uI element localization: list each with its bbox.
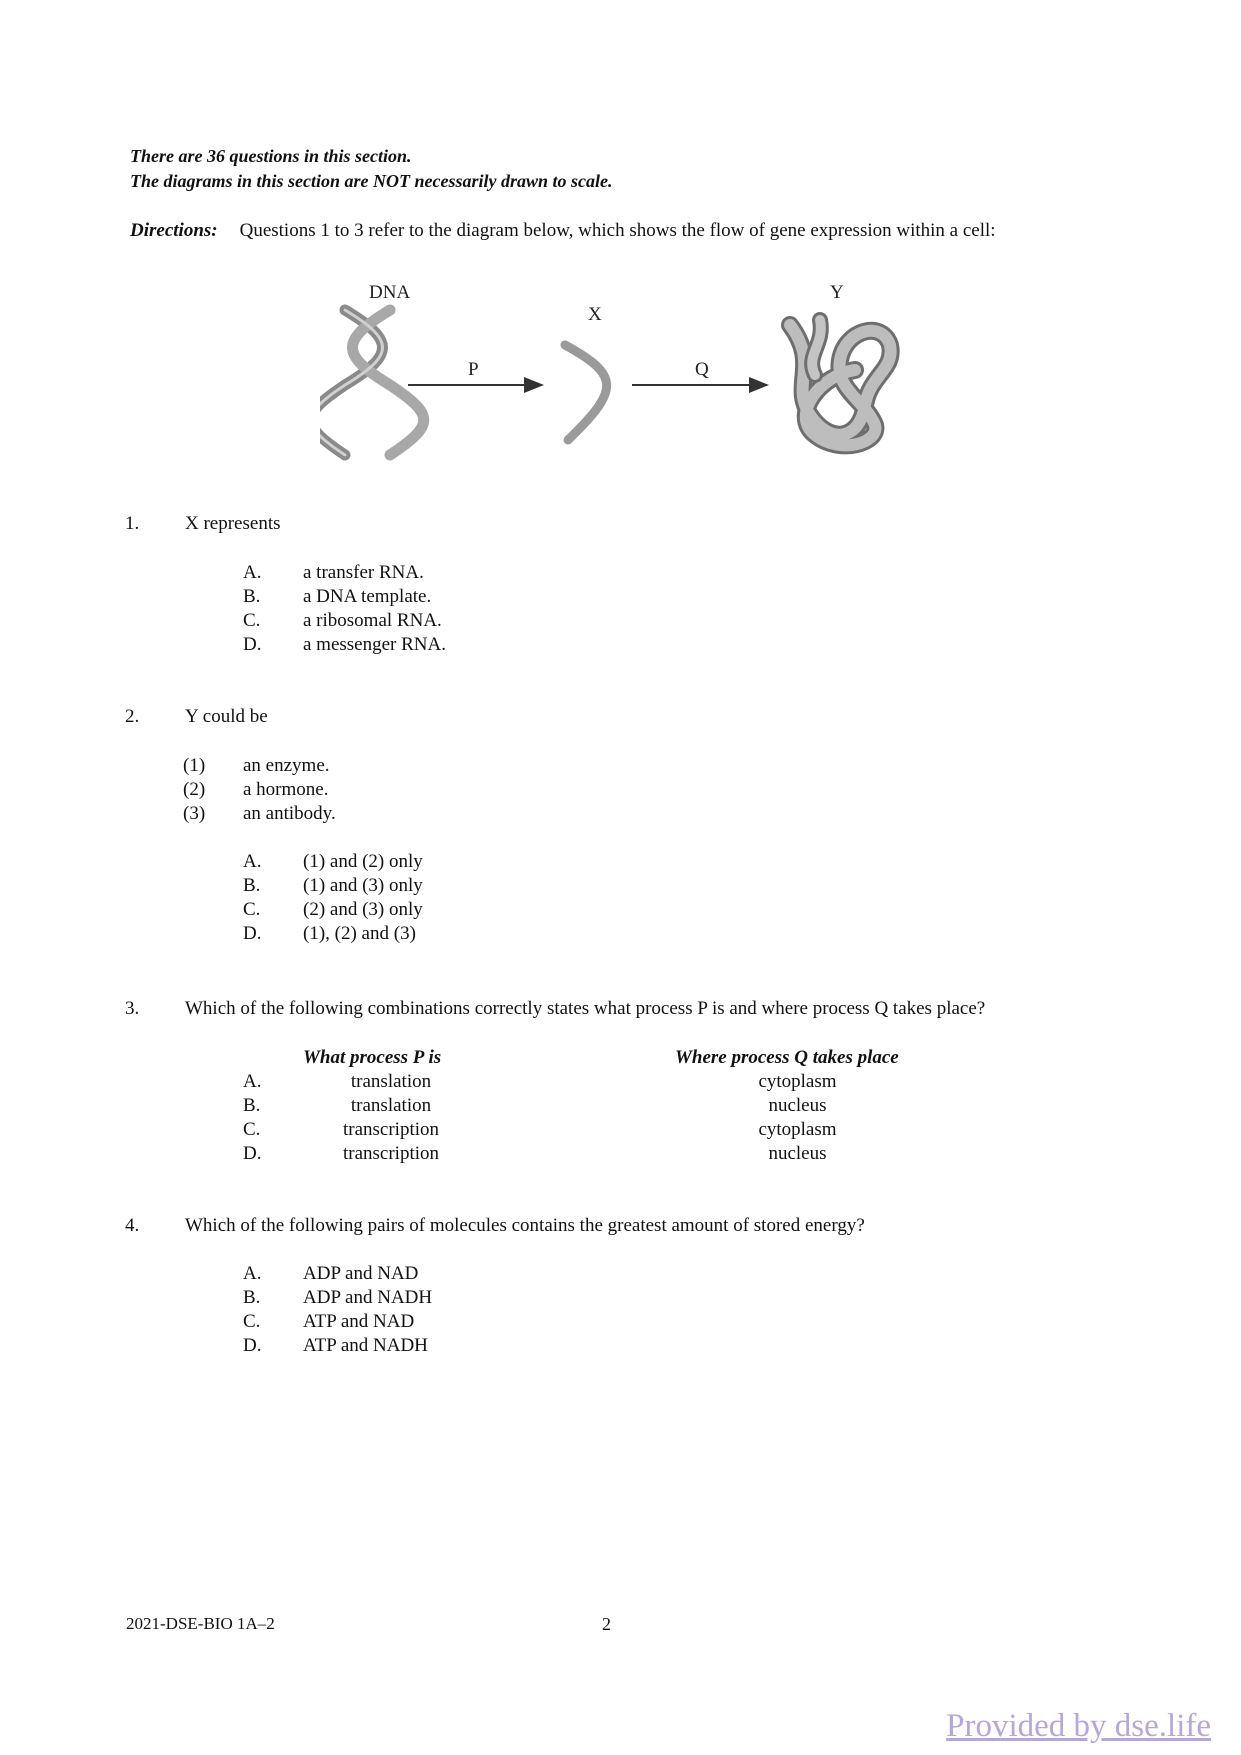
section-intro-line2: The diagrams in this section are NOT necessarily drawn to scale. [130,171,613,191]
p-label: P [468,359,479,380]
q2-option-b-letter: B. [243,875,261,896]
dna-label: DNA [369,282,411,303]
page-number: 2 [602,1614,611,1634]
q2-statement-2-number: (2) [183,779,206,800]
q2-option-d-text: (1), (2) and (3) [303,923,416,944]
q1-number: 1. [125,513,140,534]
q2-number: 2. [125,706,140,727]
q-label: Q [695,359,709,380]
q4-number: 4. [125,1215,140,1236]
q4-text: Which of the following pairs of molecules contains the greatest amount of stored energy? [185,1215,865,1236]
q1-option-a-letter: A. [243,562,262,583]
q4-option-c-letter: C. [243,1311,261,1332]
q2-option-c-text: (2) and (3) only [303,899,423,920]
q2-statement-3-text: an antibody. [243,803,336,824]
q2-option-c-letter: C. [243,899,261,920]
q3-column-header-location: Where process Q takes place [675,1047,899,1068]
q3-row-b-process: translation [350,1095,432,1116]
q1-option-a-text: a transfer RNA. [303,562,424,583]
watermark-link[interactable]: Provided by dse.life [946,1708,1211,1744]
q4-option-d-letter: D. [243,1335,262,1356]
q2-option-a-text: (1) and (2) only [303,851,423,872]
q2-option-a-letter: A. [243,851,262,872]
paper-code: 2021-DSE-BIO 1A–2 [126,1614,275,1633]
q3-row-b-location: nucleus [768,1095,827,1116]
q3-row-a-letter: A. [243,1071,262,1092]
q3-row-b-letter: B. [243,1095,261,1116]
q3-row-a-location: cytoplasm [758,1071,837,1092]
q4-option-b-letter: B. [243,1287,261,1308]
q3-row-d-letter: D. [243,1143,262,1164]
q4-option-b-text: ADP and NADH [303,1287,433,1308]
q2-option-b-text: (1) and (3) only [303,875,423,896]
q4-option-d-text: ATP and NADH [303,1335,428,1356]
q4-option-c-text: ATP and NAD [303,1311,415,1332]
q1-option-b-text: a DNA template. [303,586,432,607]
q3-row-a-process: translation [350,1071,432,1092]
q4-option-a-letter: A. [243,1263,262,1284]
q4-option-a-text: ADP and NAD [303,1263,419,1284]
q3-column-header-process: What process P is [303,1047,442,1068]
q2-text: Y could be [185,706,268,727]
q3-row-c-letter: C. [243,1119,261,1140]
q3-number: 3. [125,998,140,1019]
q1-option-d-text: a messenger RNA. [303,634,446,655]
gene-expression-diagram [320,275,920,475]
q1-option-b-letter: B. [243,586,261,607]
q2-option-d-letter: D. [243,923,262,944]
q3-text: Which of the following combinations correctly states what process P is and where process Q takes place? [185,998,986,1019]
q3-row-d-location: nucleus [768,1143,827,1164]
q2-statement-2-text: a hormone. [243,779,329,800]
section-intro-line1: There are 36 questions in this section. [130,146,412,166]
q1-text: X represents [185,513,281,534]
q1-option-d-letter: D. [243,634,262,655]
directions-text: Questions 1 to 3 refer to the diagram below, which shows the flow of gene expression within a cell: [239,220,996,241]
directions [130,220,996,242]
y-label: Y [830,282,844,303]
x-label: X [588,304,602,325]
q2-statement-1-number: (1) [183,755,206,776]
q2-statement-3-number: (3) [183,803,206,824]
directions-label: Directions: [130,220,218,241]
q1-option-c-text: a ribosomal RNA. [303,610,442,631]
q3-row-c-location: cytoplasm [758,1119,837,1140]
folded-protein-icon [790,320,891,445]
q2-statement-1-text: an enzyme. [243,755,330,776]
q1-option-c-letter: C. [243,610,261,631]
q3-row-d-process: transcription [342,1143,440,1164]
mrna-strand-icon [565,345,607,440]
q3-row-c-process: transcription [342,1119,440,1140]
dna-double-helix-icon [320,310,424,455]
